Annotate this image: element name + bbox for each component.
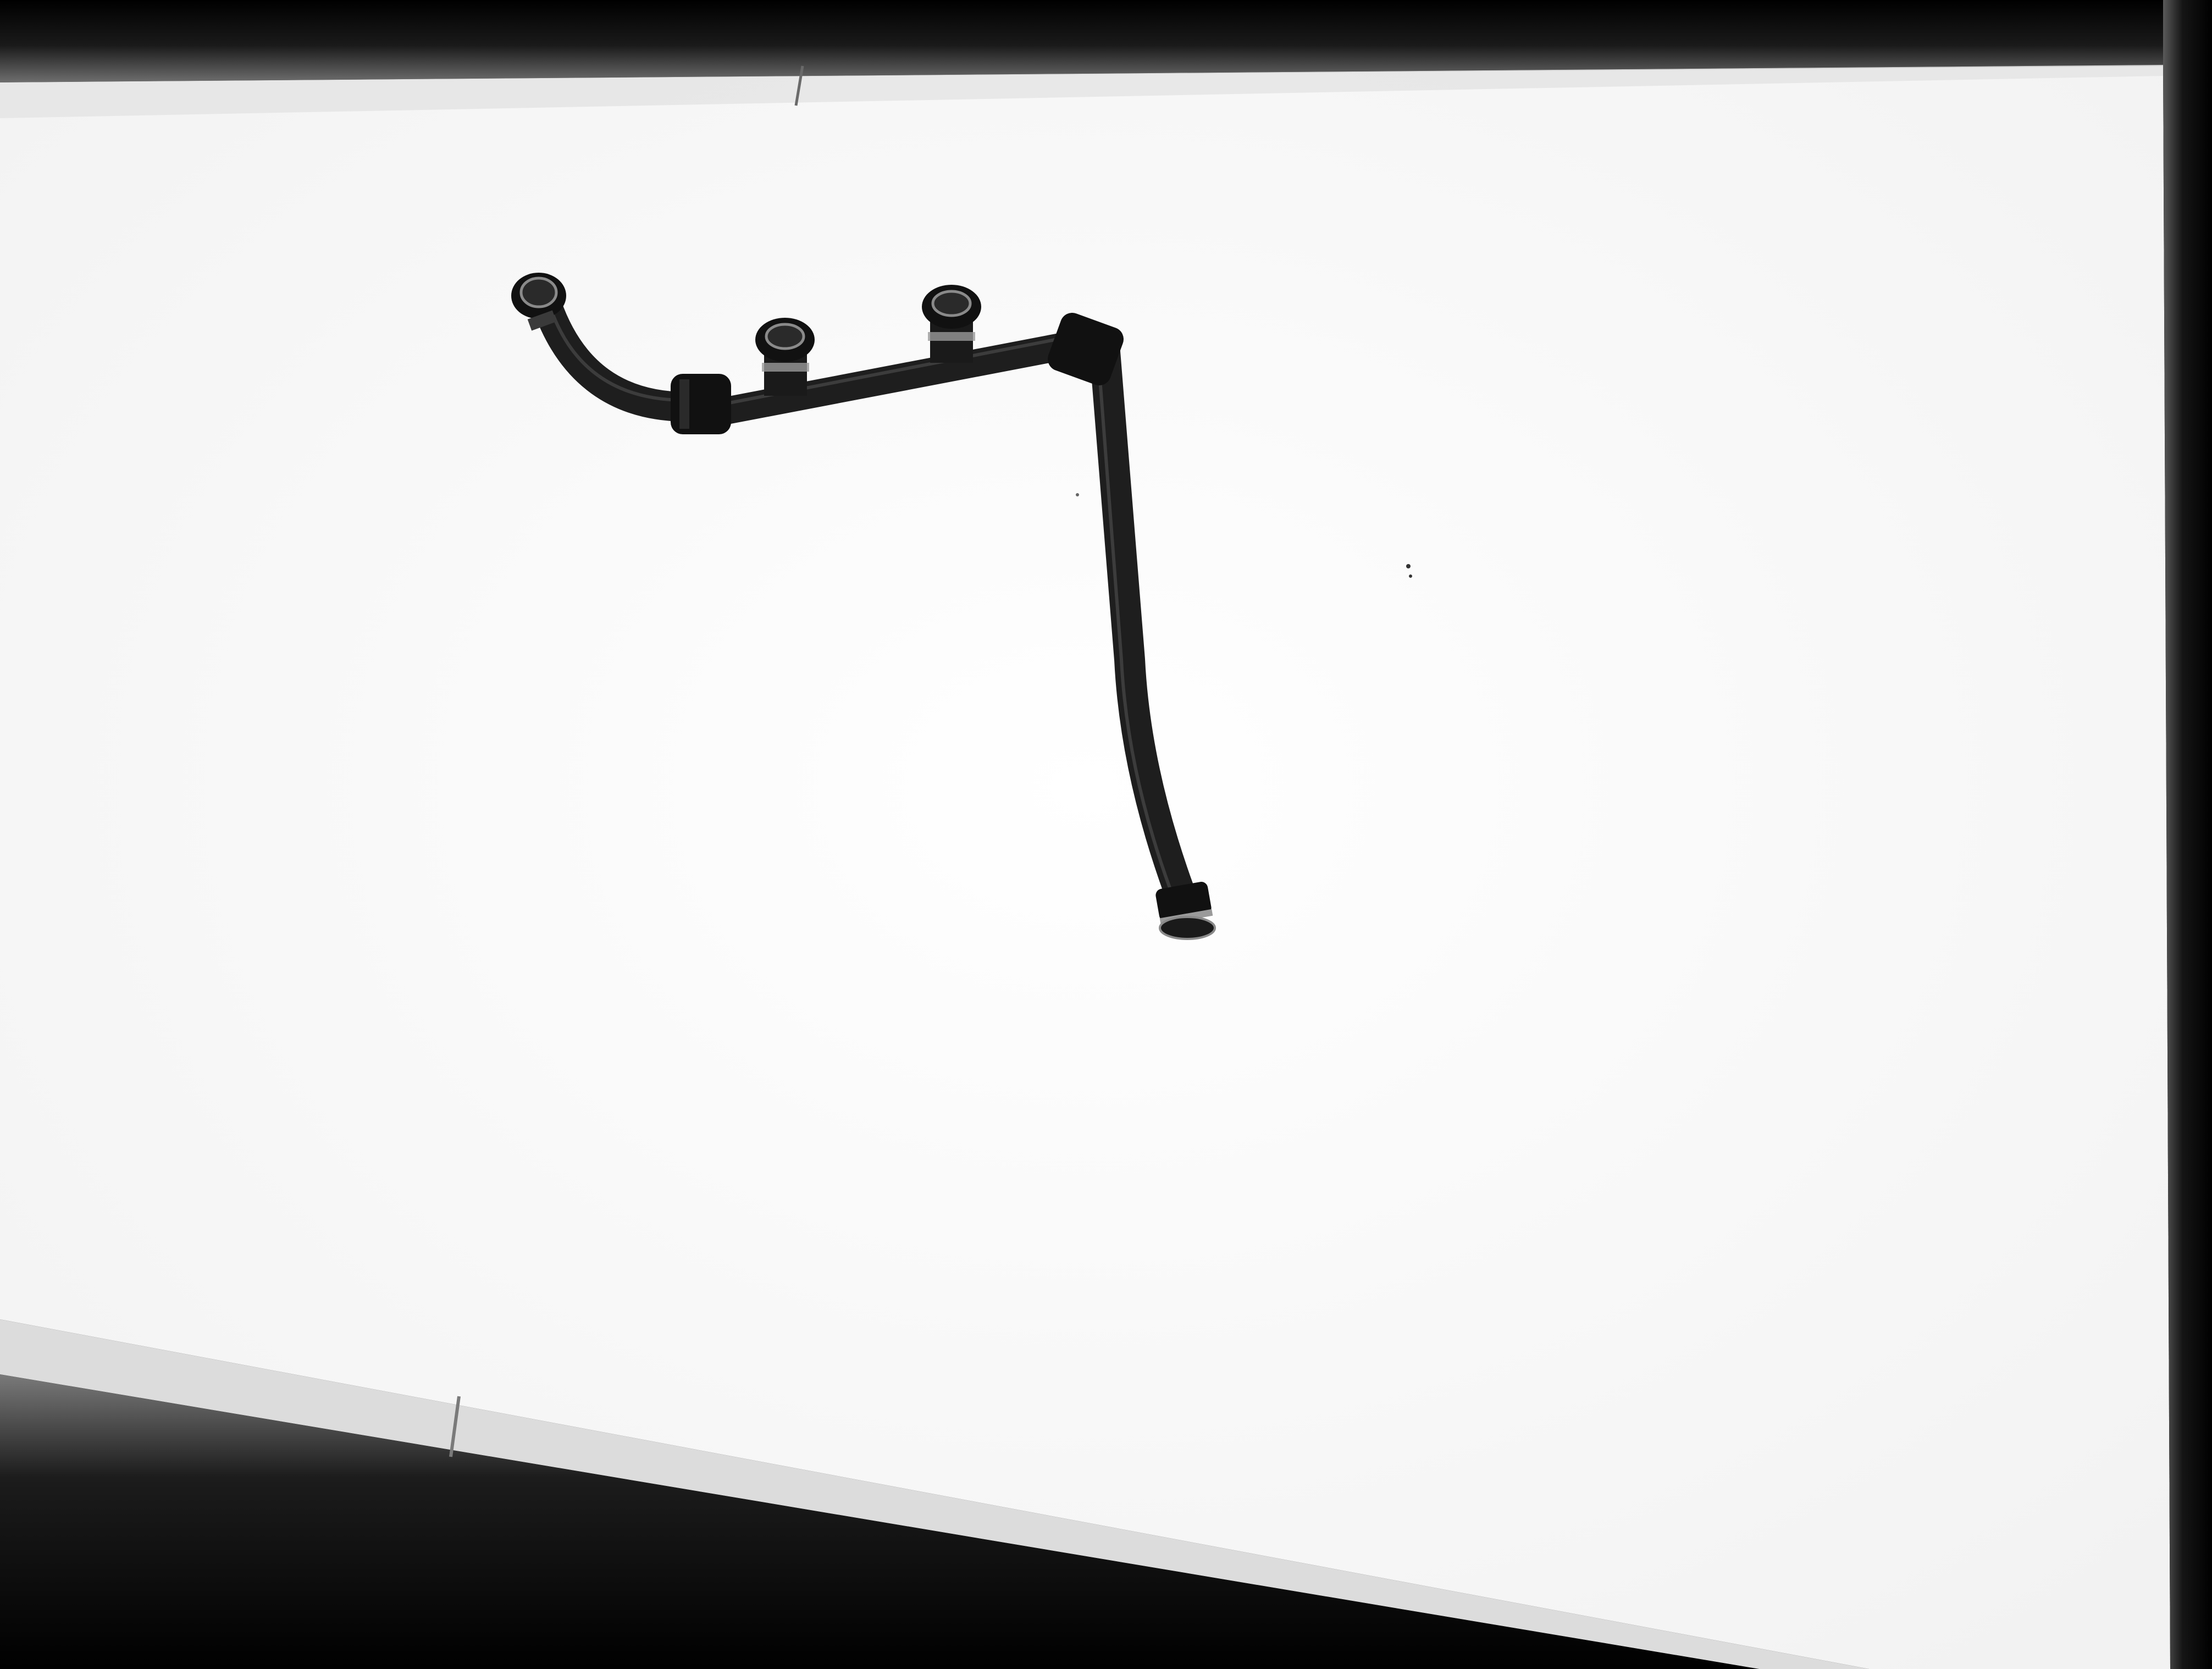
dust-speck (1409, 574, 1412, 578)
right-rail (2163, 0, 2212, 1669)
dust-speck (1076, 493, 1079, 496)
dust-speck (1406, 564, 1411, 568)
branch-port-1 (755, 318, 815, 396)
pipe-end-bottom (1155, 881, 1215, 939)
branch-port-2 (922, 285, 981, 363)
joint-nut-left (671, 374, 731, 434)
